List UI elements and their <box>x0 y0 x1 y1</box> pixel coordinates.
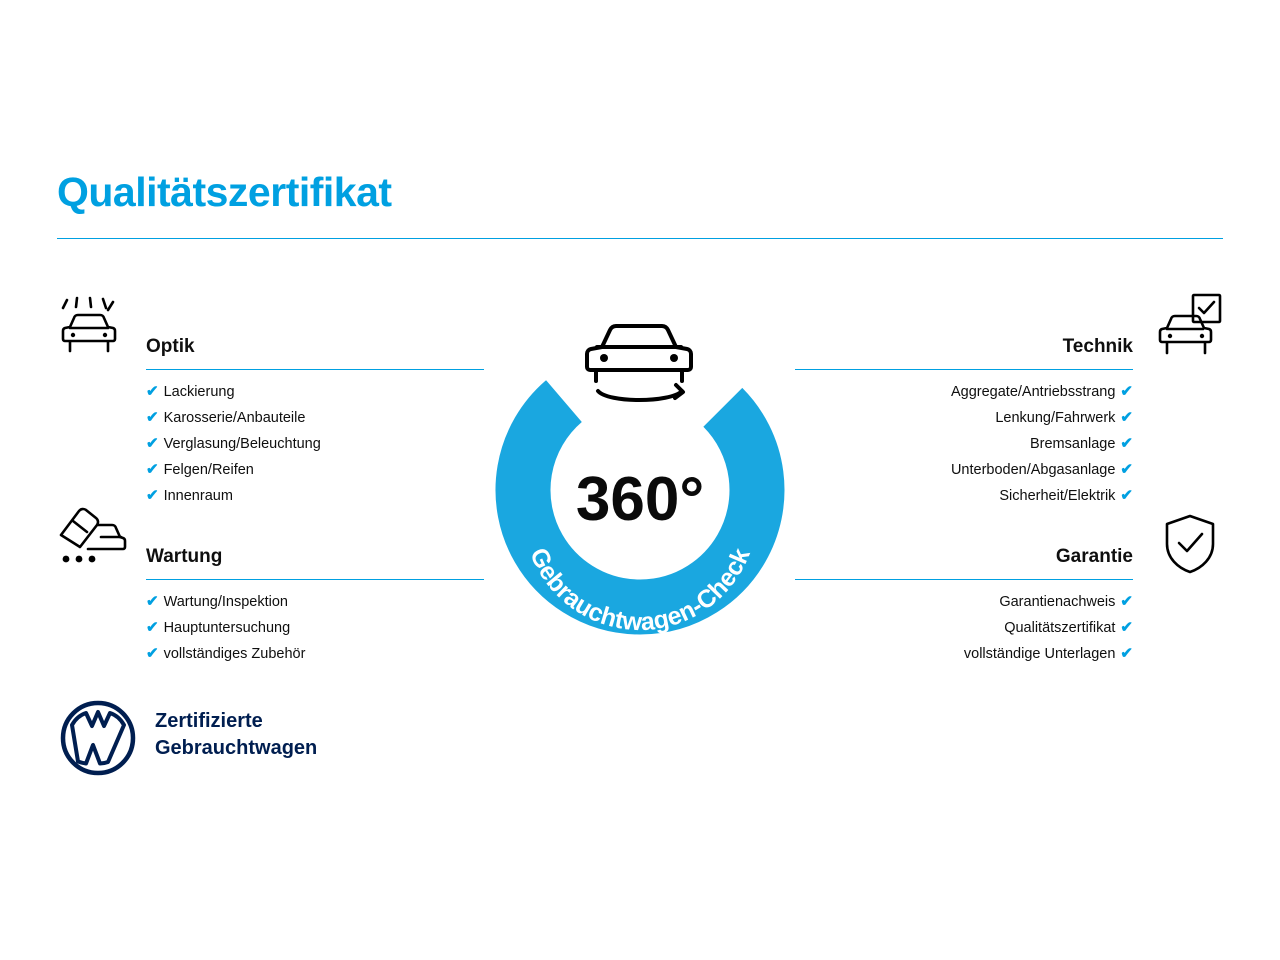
section-wartung-header <box>146 528 484 568</box>
vw-logo-icon <box>60 700 136 781</box>
list-item <box>146 483 484 509</box>
brand-claim-line1: Zertifizierte <box>155 710 263 732</box>
check-icon: ✔ <box>146 645 159 662</box>
list-item <box>795 431 1133 457</box>
title-divider <box>57 238 1223 239</box>
shield-check-icon <box>1163 513 1217 580</box>
list-item <box>795 379 1133 405</box>
list-item <box>146 615 484 641</box>
list-item <box>795 589 1133 615</box>
section-optik <box>146 318 484 509</box>
list-item <box>146 379 484 405</box>
list-item <box>795 405 1133 431</box>
check-icon: ✔ <box>1120 435 1133 452</box>
brand-claim-line2: Gebrauchtwagen <box>155 737 318 759</box>
list-item-label: Aggregate/Antriebsstrang <box>950 384 1116 400</box>
section-garantie-title: Garantie <box>1055 546 1133 567</box>
section-optik-divider <box>146 369 484 370</box>
list-item <box>795 483 1133 509</box>
section-optik-items <box>146 379 484 509</box>
list-item-label: Unterboden/Abgasanlage <box>950 462 1116 478</box>
section-optik-title: Optik <box>146 336 195 357</box>
list-item-label: Verglasung/Beleuchtung <box>163 436 321 452</box>
section-technik-header <box>795 318 1133 358</box>
list-item-label: Wartung/Inspektion <box>163 594 288 610</box>
section-technik-title: Technik <box>1062 336 1133 357</box>
badge-ring-text: Gebrauchtwagen-Check <box>524 543 756 637</box>
check-icon: ✔ <box>146 619 159 636</box>
list-item <box>146 641 484 667</box>
page-title: Qualitätszertifikat <box>57 169 392 215</box>
check-icon: ✔ <box>1120 409 1133 426</box>
list-item-label: Innenraum <box>163 488 233 504</box>
list-item-label: Sicherheit/Elektrik <box>999 488 1116 504</box>
list-item-label: Garantienachweis <box>999 594 1116 610</box>
list-item-label: Bremsanlage <box>1029 436 1116 452</box>
section-garantie <box>795 528 1133 667</box>
section-optik-header <box>146 318 484 358</box>
service-stamp-icon <box>57 505 129 572</box>
check-icon: ✔ <box>1120 593 1133 610</box>
section-wartung-items <box>146 589 484 667</box>
check-icon: ✔ <box>1120 487 1133 504</box>
list-item-label: Hauptuntersuchung <box>163 620 291 636</box>
badge-number: 360° <box>575 465 705 534</box>
check-icon: ✔ <box>1120 461 1133 478</box>
list-item-label: vollständige Unterlagen <box>963 646 1116 662</box>
check-icon: ✔ <box>146 593 159 610</box>
check-icon: ✔ <box>146 383 159 400</box>
list-item <box>795 615 1133 641</box>
section-wartung <box>146 528 484 667</box>
car-checklist-icon <box>1157 293 1223 368</box>
list-item-label: Lenkung/Fahrwerk <box>995 410 1116 426</box>
check-icon: ✔ <box>146 487 159 504</box>
list-item <box>146 431 484 457</box>
list-item-label: Qualitätszertifikat <box>1004 620 1116 636</box>
list-item <box>146 457 484 483</box>
check-icon: ✔ <box>146 409 159 426</box>
section-technik-items <box>795 379 1133 509</box>
section-wartung-divider <box>146 579 484 580</box>
list-item <box>146 589 484 615</box>
list-item <box>795 641 1133 667</box>
section-technik <box>795 318 1133 509</box>
check-icon: ✔ <box>1120 645 1133 662</box>
list-item-label: Felgen/Reifen <box>163 462 254 478</box>
check-icon: ✔ <box>146 435 159 452</box>
360-check-badge <box>487 305 793 655</box>
list-item-label: Karosserie/Anbauteile <box>163 410 306 426</box>
list-item-label: vollständiges Zubehör <box>163 646 306 662</box>
list-item <box>795 457 1133 483</box>
section-technik-divider <box>795 369 1133 370</box>
check-icon: ✔ <box>1120 619 1133 636</box>
section-garantie-header <box>795 528 1133 568</box>
list-item-label: Lackierung <box>163 384 235 400</box>
brand-claim <box>155 708 317 762</box>
check-icon: ✔ <box>1120 383 1133 400</box>
check-icon: ✔ <box>146 461 159 478</box>
section-garantie-divider <box>795 579 1133 580</box>
section-wartung-title: Wartung <box>146 546 223 567</box>
list-item <box>146 405 484 431</box>
section-garantie-items <box>795 589 1133 667</box>
car-wash-icon <box>57 296 125 367</box>
